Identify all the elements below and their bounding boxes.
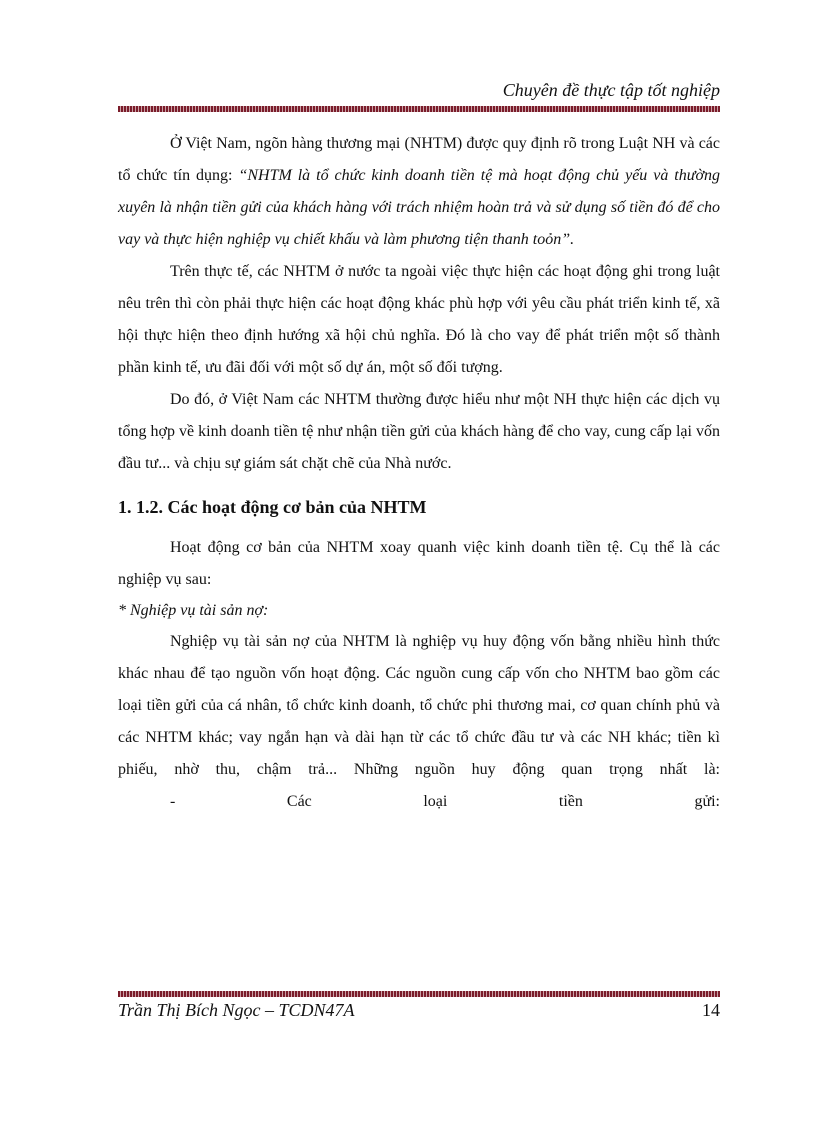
paragraph-1-quote: “NHTM là tổ chức kinh doanh tiền tệ mà hoạt động chủ yếu và thường xuyên là nhận tiền gửi của khách hàng với trách nhiệm hoàn trả và sử dụng số tiền đó để cho vay và thực hiện nghiệp vụ chiết khấu và làm phương tiện thanh toỏn”. bbox=[118, 167, 721, 248]
paragraph-1-lead: Ở Việt Nam, ngõn hàng thương mại (NHTM) được quy định rõ trong Luật NH và các tổ chức tín dụng: bbox=[118, 135, 720, 184]
paragraph-4: Hoạt động cơ bản của NHTM xoay quanh việc kinh doanh tiền tệ. Cụ thể là các nghiệp vụ sau: bbox=[118, 539, 720, 588]
paragraph-6: - Các loại tiền gửi: bbox=[170, 793, 720, 810]
paragraph-3: Do đó, ở Việt Nam các NHTM thường được hiểu như một NH thực hiện các dịch vụ tổng hợp về kinh doanh tiền tệ như nhận tiền gửi của khách hàng để cho vay, cung cấp lại vốn đầu tư... và chịu sự giám sát chặt chẽ của Nhà nước. bbox=[118, 391, 720, 472]
header-divider bbox=[118, 106, 720, 112]
footer-divider bbox=[118, 991, 720, 997]
page-header-title: Chuyên đề thực tập tốt nghiệp bbox=[502, 80, 720, 100]
section-heading: 1. 1.2. Các hoạt động cơ bản của NHTM bbox=[118, 497, 427, 517]
paragraph-5: Nghiệp vụ tài sản nợ của NHTM là nghiệp vụ huy động vốn bằng nhiều hình thức khác nhau để tạo nguồn vốn hoạt động. Các nguồn cung cấp vốn cho NHTM bao gồm các loại tiền gửi của cá nhân, tổ chức kinh doanh, tổ chức phi thương mai, cơ quan chính phủ và các NHTM khác; vay ngắn hạn và dài hạn từ các tổ chức đầu tư và các NH khác; tiền kì phiếu, nhờ thu, chậm trả... Những nguồn huy động quan trọng nhất là: bbox=[118, 633, 720, 778]
page-number: 14 bbox=[702, 1000, 720, 1020]
paragraph-1 bbox=[118, 128, 720, 256]
footer-author: Trần Thị Bích Ngọc – TCDN47A bbox=[118, 1000, 355, 1020]
page-body bbox=[118, 128, 720, 818]
subheading-liabilities: * Nghiệp vụ tài sản nợ: bbox=[118, 602, 269, 619]
paragraph-2: Trên thực tế, các NHTM ở nước ta ngoài việc thực hiện các hoạt động ghi trong luật nêu trên thì còn phải thực hiện các hoạt động khác phù hợp với yêu cầu phát triển kinh tế, xã hội thực hiện theo định hướng xã hội chủ nghĩa. Đó là cho vay để phát triển một số thành phần kinh tế, ưu đãi đối với một số dự án, một số đối tượng. bbox=[118, 263, 720, 376]
